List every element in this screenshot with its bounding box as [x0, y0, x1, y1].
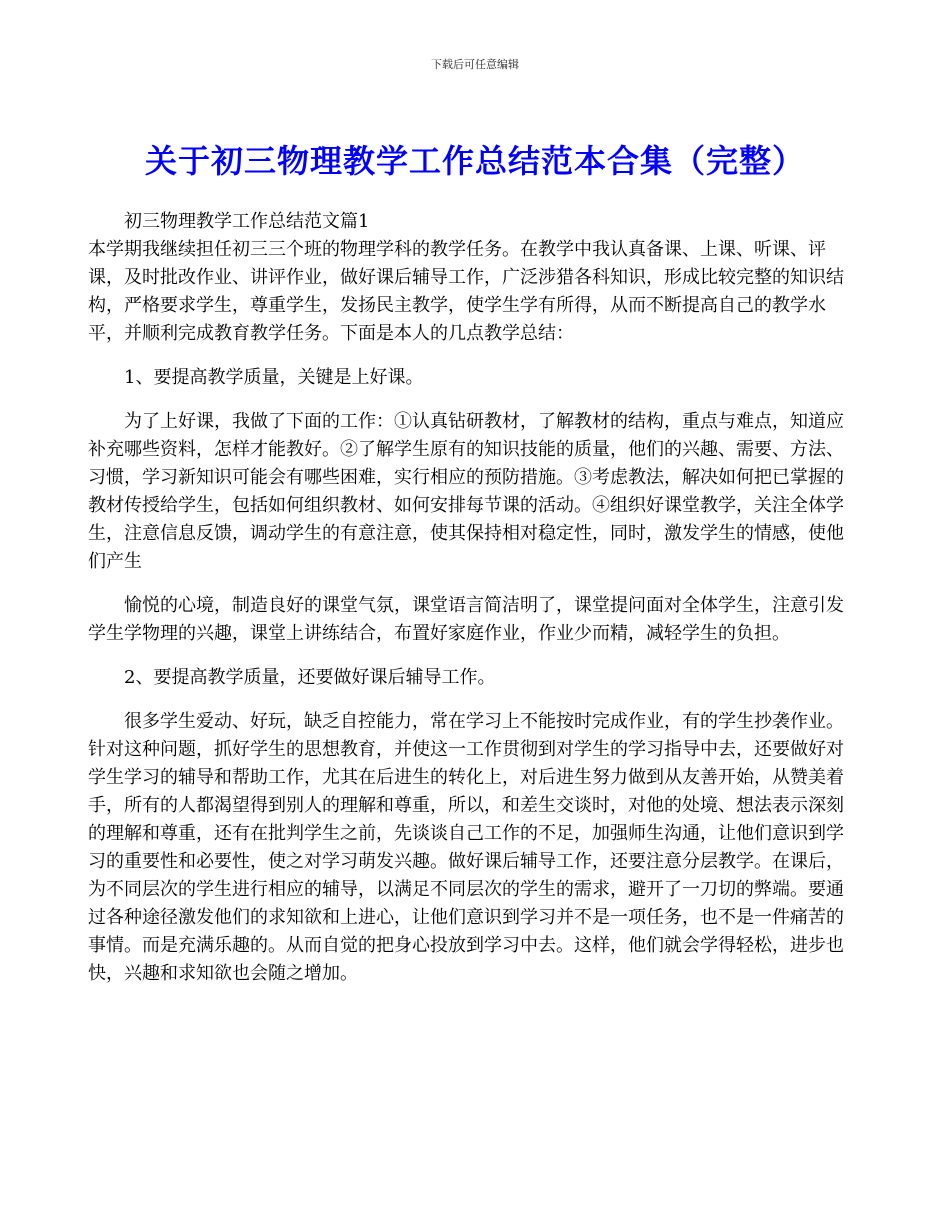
paragraph: 很多学生爱动、好玩，缺乏自控能力，常在学习上不能按时完成作业，有的学生抄袭作业。针对这种问题，抓好学生的思想教育，并使这一工作贯彻到对学生的学习指导中去，还要做好对学生学习的辅导和帮助工作，尤其在后进生的转化上，对后进生努力做到从友善开始，从赞美着手，所有的人都渴望得到别人的理解和尊重，所以，和差生交谈时，对他的处境、想法表示深刻的理解和尊重，还有在批判学生之前，先谈谈自己工作的不足，加强师生沟通，让他们意识到学习的重要性和必要性，使之对学习萌发兴趣。做好课后辅导工作，还要注意分层教学。在课后，为不同层次的学生进行相应的辅导，以满足不同层次的学生的需求，避开了一刀切的弊端。要通过各种途径激发他们的求知欲和上进心，让他们意识到学习并不是一项任务，也不是一件痛苦的事情。而是充满乐趣的。从而自觉的把身心投放到学习中去。这样，他们就会学得轻松，进步也快，兴趣和求知欲也会随之增加。	[88, 711, 844, 984]
section-heading: 1、要提高教学质量，关键是上好课。	[124, 367, 424, 388]
paragraph: 愉悦的心境，制造良好的课堂气氛，课堂语言简洁明了，课堂提问面对全体学生，注意引发学生学物理的兴趣，课堂上讲练结合，布置好家庭作业，作业少而精，减轻学生的负担。	[88, 595, 844, 644]
document-title: 关于初三物理教学工作总结范本合集（完整）	[144, 142, 805, 180]
document-body	[88, 208, 858, 1004]
section-subtitle: 初三物理教学工作总结范文篇1	[124, 211, 370, 232]
section-heading: 2、要提高教学质量，还要做好课后辅导工作。	[124, 667, 496, 688]
paragraph: 为了上好课，我做了下面的工作：①认真钻研教材，了解教材的结构，重点与难点，知道应补充哪些资料，怎样才能教好。②了解学生原有的知识技能的质量，他们的兴趣、需要、方法、习惯，学习新知识可能会有哪些困难，实行相应的预防措施。③考虑教法，解决如何把已掌握的教材传授给学生，包括如何组织教材、如何安排每节课的活动。④组织好课堂教学，关注全体学生，注意信息反馈，调动学生的有意注意，使其保持相对稳定性，同时，激发学生的情感，使他们产生	[88, 411, 844, 572]
paragraph: 本学期我继续担任初三三个班的物理学科的教学任务。在教学中我认真备课、上课、听课、评课，及时批改作业、讲评作业，做好课后辅导工作，广泛涉猎各科知识，形成比较完整的知识结构，严格要求学生，尊重学生，发扬民主教学，使学生学有所得，从而不断提高自己的教学水平，并顺利完成教育教学任务。下面是本人的几点教学总结：	[88, 239, 844, 344]
header-note: 下载后可任意编辑	[431, 58, 519, 71]
